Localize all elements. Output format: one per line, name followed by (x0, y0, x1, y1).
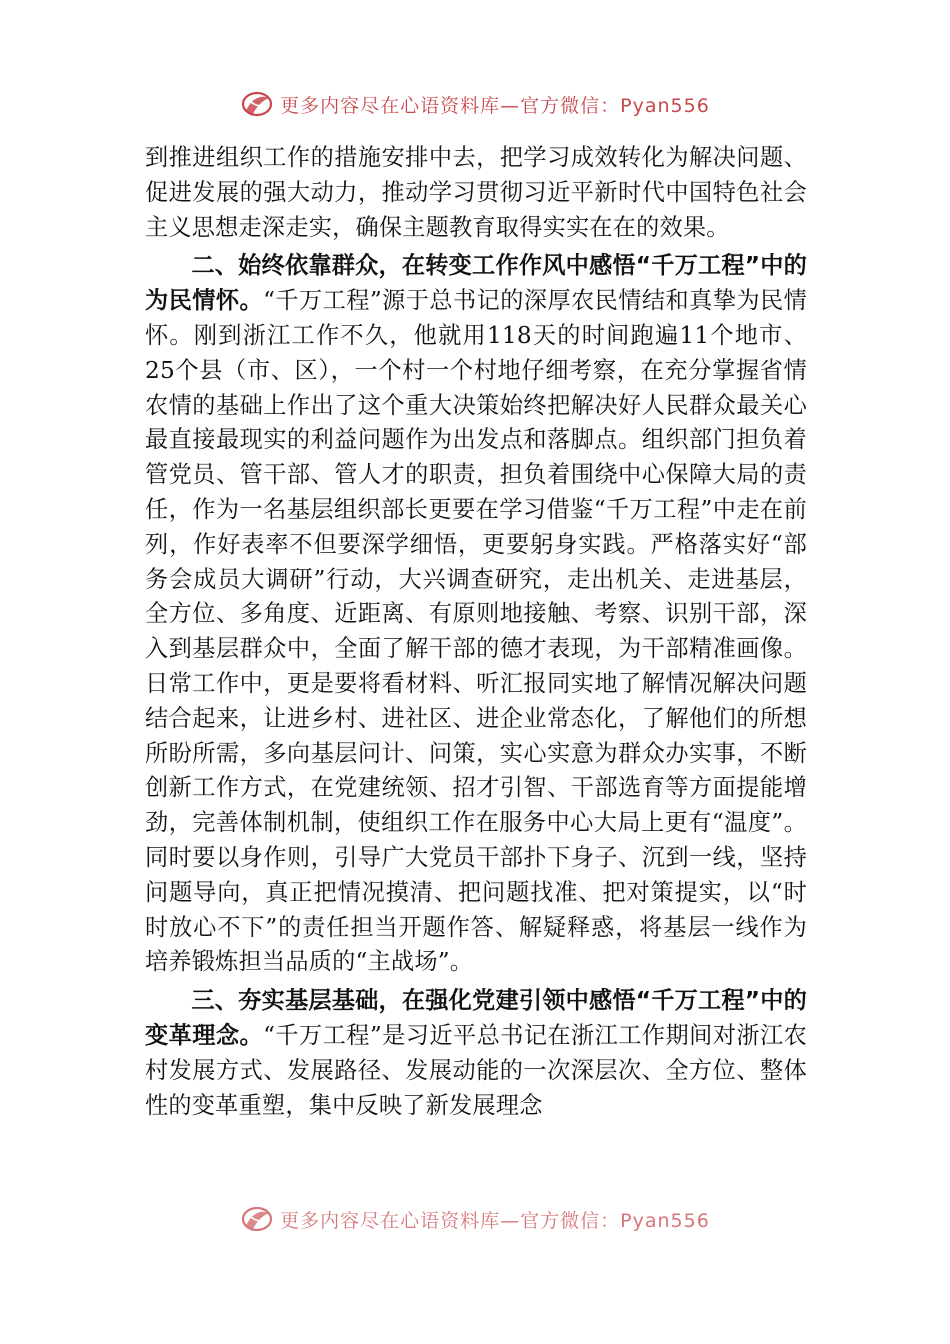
paragraph-3-text: “千万工程”是习近平总书记在浙江工作期间对浙江农村发展方式、发展路径、发展动能的一次深层次、全方位、整体性的变革重塑，集中反映了新发展理念 (145, 1021, 807, 1119)
watermark-text: 更多内容尽在心语资料库—官方微信：Pyan556 (280, 94, 710, 117)
ribbon-logo-icon (240, 89, 274, 119)
section-heading-2: 二、始终依靠群众，在转变工作作风中感悟“千万工程”中的为民情怀。 (145, 252, 807, 315)
paragraph-1 (145, 141, 807, 245)
watermark-header (0, 84, 950, 124)
watermark-footer (0, 1205, 950, 1241)
paragraph-2 (145, 249, 807, 980)
ribbon-logo-icon (240, 1205, 274, 1234)
document-body (145, 141, 807, 1123)
watermark-text: 更多内容尽在心语资料库—官方微信：Pyan556 (280, 1209, 710, 1232)
paragraph-2-text: “千万工程”源于总书记的深厚农民情结和真挚为民情怀。刚到浙江工作不久，他就用118天的时间跑遍11个地市、25个县（市、区），一个村一个村地仔细考察，在充分掌握省情农情的基础上作出了这个重大决策始终把解决好人民群众最关心最直接最现实的利益问题作为出发点和落脚点。组织部门担负着管党员、管干部、管人才的职责，担负着围绕中心保障大局的责任，作为一名基层组织部长更要在学习借鉴“千万工程”中走在前列，作好表率不但要深学细悟，更要躬身实践。严格落实好“部务会成员大调研”行动，大兴调查研究，走出机关、走进基层，全方位、多角度、近距离、有原则地接触、考察、识别干部，深入到基层群众中，全面了解干部的德才表现，为干部精准画像。日常工作中，更是要将看材料、听汇报同实地了解情况解决问题结合起来，让进乡村、进社区、进企业常态化，了解他们的所想所盼所需，多向基层问计、问策，实心实意为群众办实事，不断创新工作方式，在党建统领、招才引智、干部选育等方面提能增劲，完善体制机制，使组织工作在服务中心大局上更有“温度”。同时要以身作则，引导广大党员干部扑下身子、沉到一线，坚持问题导向，真正把情况摸清、把问题找准、把对策提实，以“时时放心不下”的责任担当开题作答、解疑释惑，将基层一线作为培养锻炼担当品质的“主战场”。 (145, 287, 807, 976)
paragraph-1-text: 到推进组织工作的措施安排中去，把学习成效转化为解决问题、促进发展的强大动力，推动学习贯彻习近平新时代中国特色社会主义思想走深走实，确保主题教育取得实实在在的效果。 (145, 144, 807, 241)
section-heading-3: 三、夯实基层基础，在强化党建引领中感悟“千万工程”中的变革理念。 (145, 987, 807, 1049)
paragraph-3 (145, 984, 807, 1123)
